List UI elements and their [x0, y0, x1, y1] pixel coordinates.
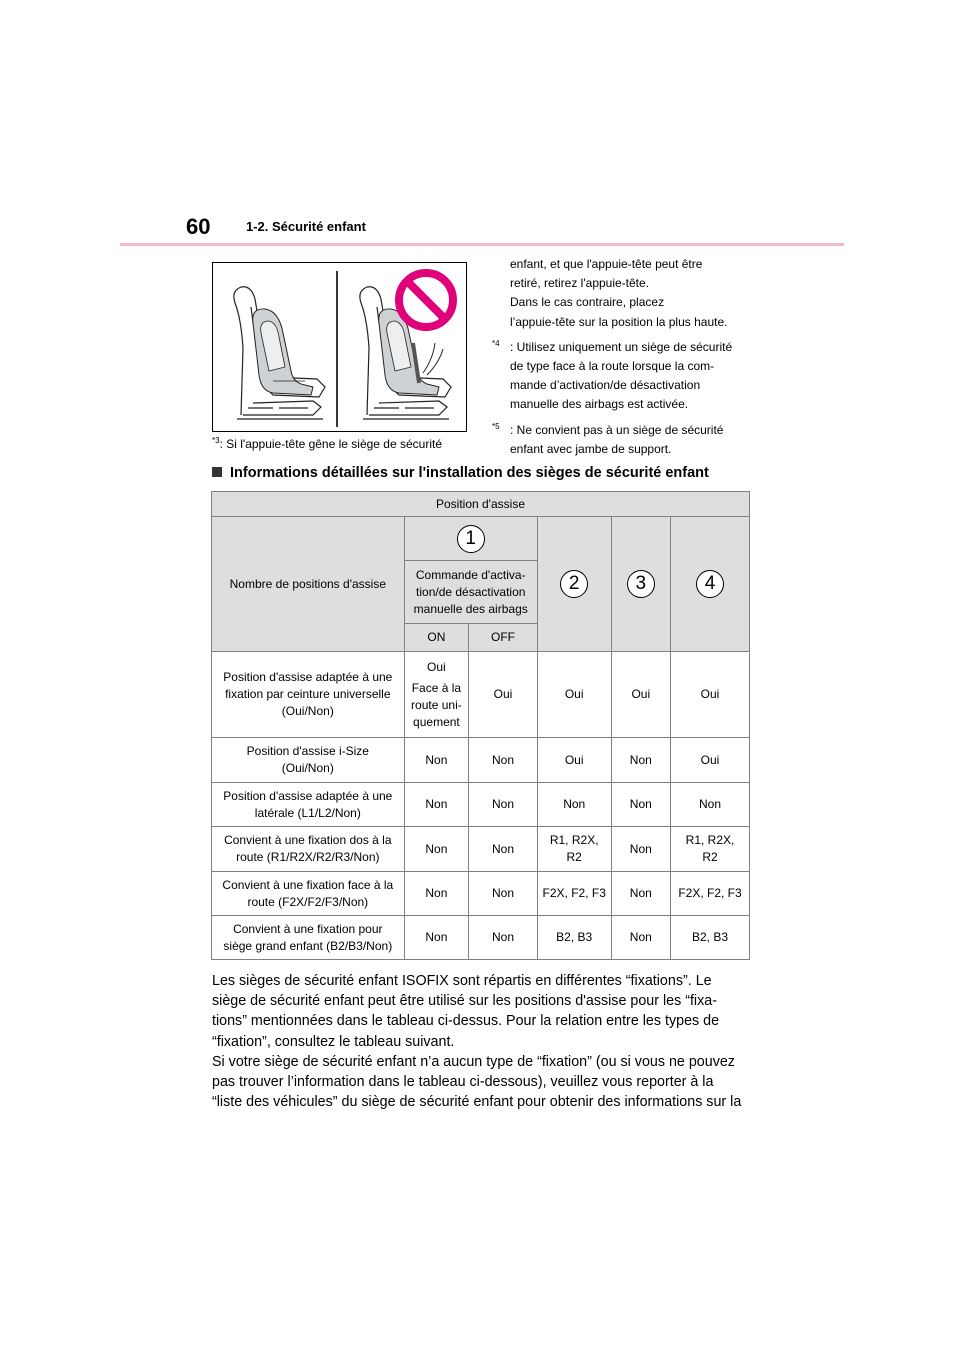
- table-cell: Oui: [537, 652, 611, 738]
- table-cell: Non: [469, 872, 538, 916]
- seat-position-4-icon: 4: [696, 570, 724, 598]
- table-cell: B2, B3: [537, 916, 611, 960]
- table-cell: Non: [611, 738, 670, 783]
- table-cell: Oui Face à la route uni- quement: [404, 652, 469, 738]
- table-cell: Non: [404, 872, 469, 916]
- installation-table: [211, 491, 750, 960]
- table-cell: Non: [404, 783, 469, 827]
- table-row: [212, 783, 750, 827]
- footnote-3-continuation: enfant, et que l'appuie-tête peut être retiré, retirez l'appuie-tête. Dans le cas contraire, placez l’appuie-tête sur la position la plus haute.: [510, 257, 728, 329]
- table-cell: F2X, F2, F3: [537, 872, 611, 916]
- seat-position-3-icon: 3: [627, 570, 655, 598]
- table-cell: Non: [537, 783, 611, 827]
- table-cell: Oui: [469, 652, 538, 738]
- table-cell: B2, B3: [671, 916, 750, 960]
- table-cell: Oui: [611, 652, 670, 738]
- row-label: Position d'assise adaptée à une latérale (L1/L2/Non): [212, 783, 405, 827]
- table-cell: Non: [404, 827, 469, 872]
- child-seat-left: [253, 309, 313, 395]
- table-cell: Non: [469, 783, 538, 827]
- table-row: [212, 652, 750, 738]
- table-cell: Oui: [671, 738, 750, 783]
- table-cell: Non: [611, 872, 670, 916]
- headrest-illustration: [212, 262, 467, 432]
- table-cell: F2X, F2, F3: [671, 872, 750, 916]
- table-header-on: ON: [404, 624, 469, 652]
- prohibition-icon: [399, 273, 453, 327]
- footnote-3: $^{*3}$: Si l'appuie-tête gêne le siège de sécurité: [212, 436, 442, 451]
- body-paragraph: Les sièges de sécurité enfant ISOFIX sont répartis en différentes “fixations”. Le siège de sécurité enfant peut être utilisé sur les positions d'assise pour les “fixa- tions” mentionnées dans le tableau ci-dessus. Pour la relation entre les types de “fixation”, consultez le tableau suivant. Si votre siège de sécurité enfant n’a aucun type de “fixation” (ou si vous ne pouvez pas trouver l’information dans le tableau ci-dessous), veuillez vous reporter à la “liste des véhicules” du siège de sécurité enfant pour obtenir des informations sur la: [212, 973, 742, 1111]
- table-cell: Non: [469, 738, 538, 783]
- table-row: [212, 738, 750, 783]
- seat-position-1-icon: 1: [457, 525, 485, 553]
- row-label: Position d'assise i-Size (Oui/Non): [212, 738, 405, 783]
- table-cell: R1, R2X, R2: [671, 827, 750, 872]
- footnote-5: $^{*5}$ : Ne convient pas à un siège de sécurité enfant avec jambe de support.: [492, 421, 724, 456]
- row-label: Convient à une fixation face à la route (F2X/F2/F3/Non): [212, 872, 405, 916]
- table-cell: Oui: [537, 738, 611, 783]
- footnotes-column: [492, 255, 754, 459]
- table-row: [212, 916, 750, 960]
- header-rule: [120, 243, 844, 246]
- table-cell: Non: [404, 916, 469, 960]
- page-number: 60: [186, 214, 211, 239]
- row-label: Position d'assise adaptée à une fixation par ceinture universelle (Oui/Non): [212, 652, 405, 738]
- row-label: Convient à une fixation dos à la route (R1/R2X/R2/R3/Non): [212, 827, 405, 872]
- table-header-off: OFF: [469, 624, 538, 652]
- row-label: Convient à une fixation pour siège grand enfant (B2/B3/Non): [212, 916, 405, 960]
- table-cell: Non: [611, 916, 670, 960]
- table-header-airbag-switch: Commande d'activa- tion/de désactivation manuelle des airbags: [404, 561, 537, 624]
- table-header-position-2: [537, 517, 611, 652]
- table-row: [212, 872, 750, 916]
- table-cell: Non: [611, 827, 670, 872]
- child-seat-drawing: [213, 263, 468, 433]
- table-cell: Non: [469, 916, 538, 960]
- seat-position-2-icon: 2: [560, 570, 588, 598]
- table-cell: Non: [404, 738, 469, 783]
- table-header-position: Position d'assise: [212, 492, 750, 517]
- table-cell: Non: [611, 783, 670, 827]
- section-title: 1-2. Sécurité enfant: [246, 219, 366, 234]
- table-cell: Oui: [671, 652, 750, 738]
- table-header-position-4: [671, 517, 750, 652]
- table-header-position-3: [611, 517, 670, 652]
- subheading: Informations détaillées sur l'installation des sièges de sécurité enfant: [212, 465, 709, 481]
- table-cell: Non: [469, 827, 538, 872]
- square-bullet-icon: [212, 467, 222, 477]
- table-row: [212, 827, 750, 872]
- table-cell: R1, R2X, R2: [537, 827, 611, 872]
- table-header-count: Nombre de positions d'assise: [212, 517, 405, 652]
- footnote-4: $^{*4}$ : Utilisez uniquement un siège de sécurité de type face à la route lorsque la com- mande d’activation/de désactivation manuelle des airbags est activée.: [492, 338, 733, 412]
- table-header-position-1: [404, 517, 537, 561]
- table-cell: Non: [671, 783, 750, 827]
